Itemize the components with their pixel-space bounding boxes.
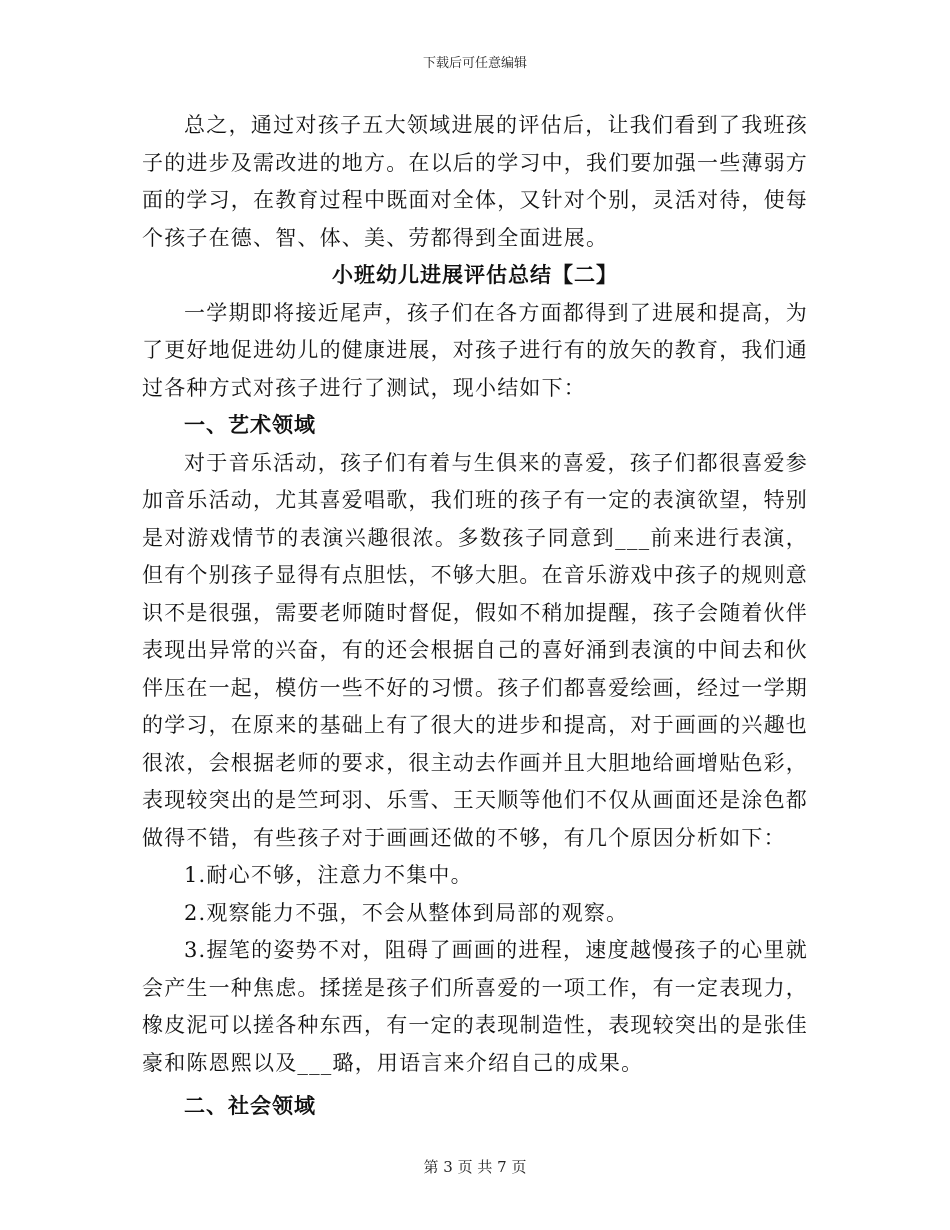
section-title: 小班幼儿进展评估总结【二】 bbox=[332, 263, 618, 287]
list-item: 2.观察能力不强，不会从整体到局部的观察。 bbox=[184, 900, 629, 925]
page-header: 下载后可任意编辑 bbox=[422, 56, 527, 71]
art-paragraph: 对于音乐活动，孩子们有着与生俱来的喜爱，孩子们都很喜爱参加音乐活动，尤其喜爱唱歌，我们班的孩子有一定的表演欲望，特别是对游戏情节的表演兴趣很浓。多数孩子同意到___前来进行表演，但有个别孩子显得有点胆怯，不够大胆。在音乐游戏中孩子的规则意识不是很强，需要老师随时督促，假如不稍加提醒，孩子会随着伙伴表现出异常的兴奋，有的还会根据自己的喜好涌到表演的中间去和伙伴压在一起，模仿一些不好的习惯。孩子们都喜爱绘画，经过一学期的学习，在原来的基础上有了很大的进步和提高，对于画画的兴趣也很浓，会根据老师的要求，很主动去作画并且大胆地给画增贴色彩，表现较突出的是竺珂羽、乐雪、王天顺等他们不仅从画面还是涂色都做得不错，有些孩子对于画画还做的不够，有几个原因分析如下： bbox=[142, 450, 808, 850]
document-body bbox=[142, 107, 808, 1126]
list-item: 1.耐心不够，注意力不集中。 bbox=[184, 863, 473, 887]
list-item: 3.握笔的姿势不对，阻碍了画画的进程，速度越慢孩子的心里就会产生一种焦虑。揉搓是孩子们所喜爱的一项工作，有一定表现力，橡皮泥可以搓各种东西，有一定的表现制造性，表现较突出的是张佳豪和陈恩熙以及___璐，用语言来介绍自己的成果。 bbox=[142, 938, 808, 1075]
heading-art-domain: 一、艺术领域 bbox=[184, 413, 316, 437]
heading-social-domain: 二、社会领域 bbox=[184, 1094, 316, 1118]
page-footer: 第 3 页 共 7 页 bbox=[423, 1158, 527, 1176]
intro-paragraph: 总之，通过对孩子五大领域进展的评估后，让我们看到了我班孩子的进步及需改进的地方。在以后的学习中，我们要加强一些薄弱方面的学习，在教育过程中既面对全体，又针对个别，灵活对待，使每个孩子在德、智、体、美、劳都得到全面进展。 bbox=[142, 113, 808, 250]
opening-paragraph: 一学期即将接近尾声，孩子们在各方面都得到了进展和提高，为了更好地促进幼儿的健康进展，对孩子进行有的放矢的教育，我们通过各种方式对孩子进行了测试，现小结如下： bbox=[142, 300, 808, 400]
